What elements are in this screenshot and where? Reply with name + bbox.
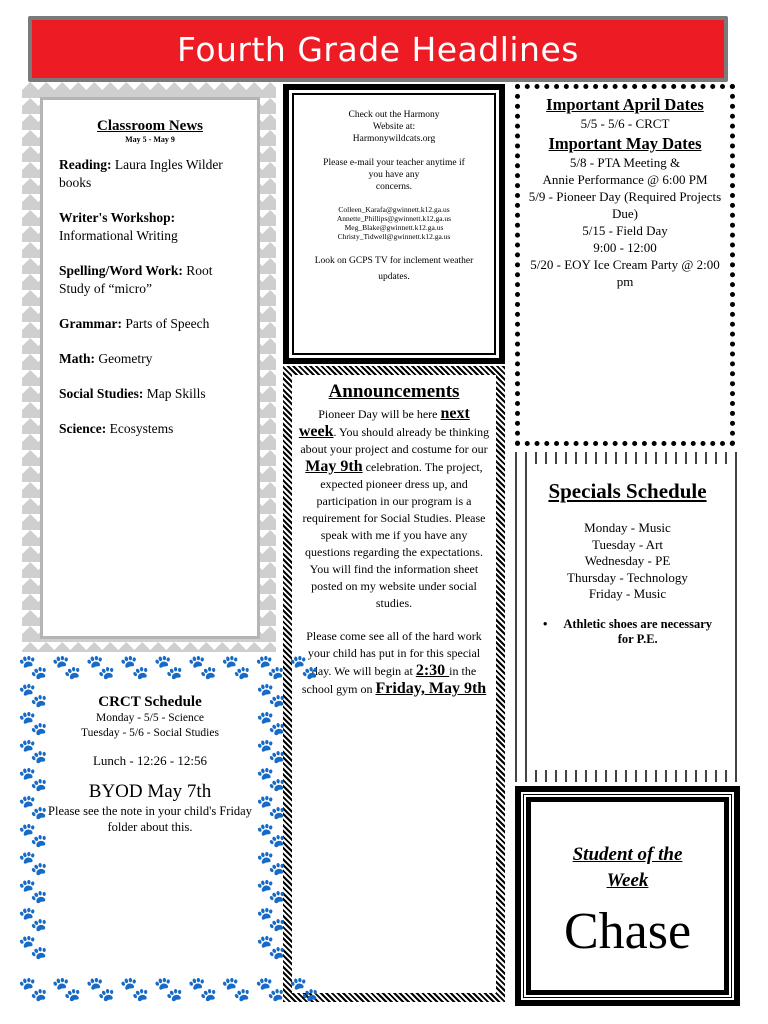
specials-day: Friday - Music — [588, 586, 667, 601]
paw-icon: 🐾 — [18, 767, 48, 793]
news-item-label: Reading: — [59, 157, 112, 172]
ann-text: . You should already be thinking about your project and costume for our — [300, 425, 490, 456]
paw-icon: 🐾 — [256, 711, 286, 737]
news-item-text: Root Study of “micro” — [59, 263, 213, 296]
paw-border-top — [18, 656, 319, 680]
harmony-line: Please e-mail your teacher anytime if — [323, 158, 465, 168]
paw-icon: 🐾 — [256, 935, 286, 961]
paw-icon: 🐾 — [256, 795, 286, 821]
paw-icon: 🐾 — [221, 977, 252, 1003]
date-line: 5/20 - EOY Ice Cream Party @ 2:00 pm — [530, 257, 720, 289]
paw-border-left — [18, 684, 48, 960]
paw-icon: 🐾 — [18, 711, 48, 737]
ann-text: Please come see all of the hard work your child has put in for this special day. We will begin at — [306, 629, 482, 678]
news-item-writers-workshop — [59, 209, 241, 245]
paw-icon: 🐾 — [51, 977, 82, 1003]
ann-text: celebration. The project, expected pioneer dress up, and participation in our program is a requirement for Social Studies. Please speak with me if you have any questions regarding the expectations. You will find the information sheet posted on my website under social studies. — [302, 460, 486, 610]
paw-icon: 🐾 — [51, 655, 82, 681]
classroom-news-dates: May 5 - May 9 — [125, 135, 175, 144]
harmony-info-content — [292, 93, 496, 355]
student-of-week-border — [521, 792, 734, 1000]
student-of-week-label: Student of the Week — [572, 844, 683, 891]
paw-icon: 🐾 — [119, 977, 150, 1003]
ann-pioneer-date: May 9th — [305, 458, 363, 475]
crct-day: Monday - 5/5 - Science — [96, 712, 204, 724]
date-line: 9:00 - 12:00 — [593, 240, 657, 255]
date-line: 5/9 - Pioneer Day (Required Projects Due) — [528, 189, 722, 221]
ann-text: in the school gym on — [301, 664, 477, 696]
date-line: Annie Performance @ 6:00 PM — [542, 172, 708, 187]
announcements-title: Announcements — [328, 381, 460, 402]
ann-text: Pioneer Day will be here — [318, 407, 441, 421]
paw-icon: 🐾 — [256, 823, 286, 849]
byod-title: BYOD May 7th — [88, 781, 212, 802]
important-dates-box — [515, 84, 735, 446]
news-item-reading — [59, 156, 241, 192]
teacher-emails — [306, 205, 482, 241]
paw-icon: 🐾 — [18, 739, 48, 765]
paw-icon: 🐾 — [289, 655, 320, 681]
paw-icon: 🐾 — [18, 935, 48, 961]
teacher-email: Meg_Blake@gwinnett.k12.ga.us — [344, 223, 444, 232]
harmony-line: you have any — [368, 170, 420, 180]
paw-icon: 🐾 — [18, 795, 48, 821]
news-item-text: Geometry — [95, 351, 153, 366]
date-line: 5/5 - 5/6 - CRCT — [580, 116, 670, 131]
paw-icon: 🐾 — [255, 977, 286, 1003]
may-dates-title: Important May Dates — [548, 134, 702, 153]
harmony-line: Check out the Harmony — [348, 110, 440, 120]
crct-panel — [46, 686, 254, 976]
paw-icon: 🐾 — [153, 655, 184, 681]
paw-icon: 🐾 — [256, 739, 286, 765]
crct-title: CRCT Schedule — [98, 694, 202, 710]
paw-icon: 🐾 — [187, 977, 218, 1003]
ann-time: 2:30 — [415, 662, 450, 679]
ann-day: Friday, May 9th — [375, 680, 487, 697]
paw-icon: 🐾 — [256, 907, 286, 933]
teacher-email: Colleen_Karafa@gwinnett.k12.ga.us — [338, 205, 450, 214]
news-item-grammar — [59, 315, 241, 333]
news-item-science — [59, 420, 241, 438]
specials-day: Thursday - Technology — [567, 569, 688, 585]
paw-icon: 🐾 — [18, 879, 48, 905]
student-of-week-panel — [531, 802, 724, 990]
crct-paw-frame — [18, 655, 320, 1006]
byod-note: Please see the note in your child's Friday folder about this. — [48, 804, 252, 834]
news-item-label: Grammar: — [59, 316, 122, 331]
paw-icon: 🐾 — [18, 823, 48, 849]
classroom-news-title: Classroom News — [97, 118, 203, 134]
announcements-body — [298, 405, 490, 698]
paw-icon: 🐾 — [153, 977, 184, 1003]
april-dates-title: Important April Dates — [546, 95, 704, 114]
teacher-email: Christy_Tidwell@gwinnett.k12.ga.us — [337, 232, 451, 241]
newsletter-title: Fourth Grade Headlines — [177, 29, 579, 69]
harmony-line: concerns. — [375, 182, 413, 192]
paw-border-right — [256, 684, 286, 960]
paw-icon: 🐾 — [18, 977, 48, 1003]
news-item-spelling — [59, 262, 241, 298]
specials-day: Wednesday - PE — [584, 553, 671, 568]
paw-icon: 🐾 — [256, 851, 286, 877]
classroom-news-panel — [40, 97, 260, 639]
note-text: Athletic shoes are necessary for P.E. — [563, 616, 713, 646]
news-item-text: Ecosystems — [106, 421, 174, 436]
paw-icon: 🐾 — [119, 655, 150, 681]
harmony-website: Harmonywildcats.org — [352, 134, 436, 144]
news-item-label: Spelling/Word Work: — [59, 263, 183, 278]
paw-icon: 🐾 — [85, 655, 116, 681]
paw-icon: 🐾 — [289, 977, 320, 1003]
athletic-shoes-note — [537, 617, 718, 647]
paw-icon: 🐾 — [18, 655, 48, 681]
paw-icon: 🐾 — [256, 683, 286, 709]
weather-note: Look on GCPS TV for inclement weather updates. — [314, 256, 474, 282]
date-line: 5/8 - PTA Meeting & — [569, 155, 681, 170]
harmony-line: Website at: — [372, 122, 416, 132]
specials-day: Tuesday - Art — [591, 536, 664, 552]
paw-icon: 🐾 — [18, 907, 48, 933]
paw-icon: 🐾 — [187, 655, 218, 681]
news-item-text: Informational Writing — [59, 228, 178, 243]
announcements-box — [283, 366, 505, 1002]
news-item-text: Parts of Speech — [121, 316, 210, 331]
news-item-math — [59, 350, 241, 368]
teacher-email: Annette_Phillips@gwinnett.k12.ga.us — [336, 214, 452, 223]
news-item-label: Writer's Workshop: — [59, 210, 176, 225]
headline-banner — [28, 16, 728, 82]
student-name: Chase — [563, 903, 692, 960]
harmony-info-box — [283, 84, 505, 364]
lunch-time: Lunch - 12:26 - 12:56 — [92, 753, 208, 768]
paw-icon: 🐾 — [255, 655, 286, 681]
paw-icon: 🐾 — [85, 977, 116, 1003]
paw-icon: 🐾 — [256, 879, 286, 905]
ann-next-week: next week — [298, 405, 470, 440]
news-item-social-studies — [59, 385, 241, 403]
news-item-label: Social Studies: — [59, 386, 144, 401]
specials-day: Monday - Music — [584, 520, 671, 535]
bullet-icon: • — [543, 616, 548, 631]
crct-day: Tuesday - 5/6 - Social Studies — [81, 727, 219, 739]
specials-schedule-box — [515, 452, 740, 782]
paw-icon: 🐾 — [256, 767, 286, 793]
student-of-week-frame — [515, 786, 740, 1006]
paw-icon: 🐾 — [18, 851, 48, 877]
paw-icon: 🐾 — [221, 655, 252, 681]
news-item-text: Laura Ingles Wilder books — [59, 157, 223, 190]
specials-title: Specials Schedule — [548, 479, 707, 503]
paw-border-bottom — [18, 978, 319, 1002]
paw-icon: 🐾 — [18, 683, 48, 709]
news-item-text: Map Skills — [143, 386, 206, 401]
news-item-label: Math: — [59, 351, 95, 366]
news-item-label: Science: — [59, 421, 107, 436]
date-line: 5/15 - Field Day — [582, 223, 668, 238]
